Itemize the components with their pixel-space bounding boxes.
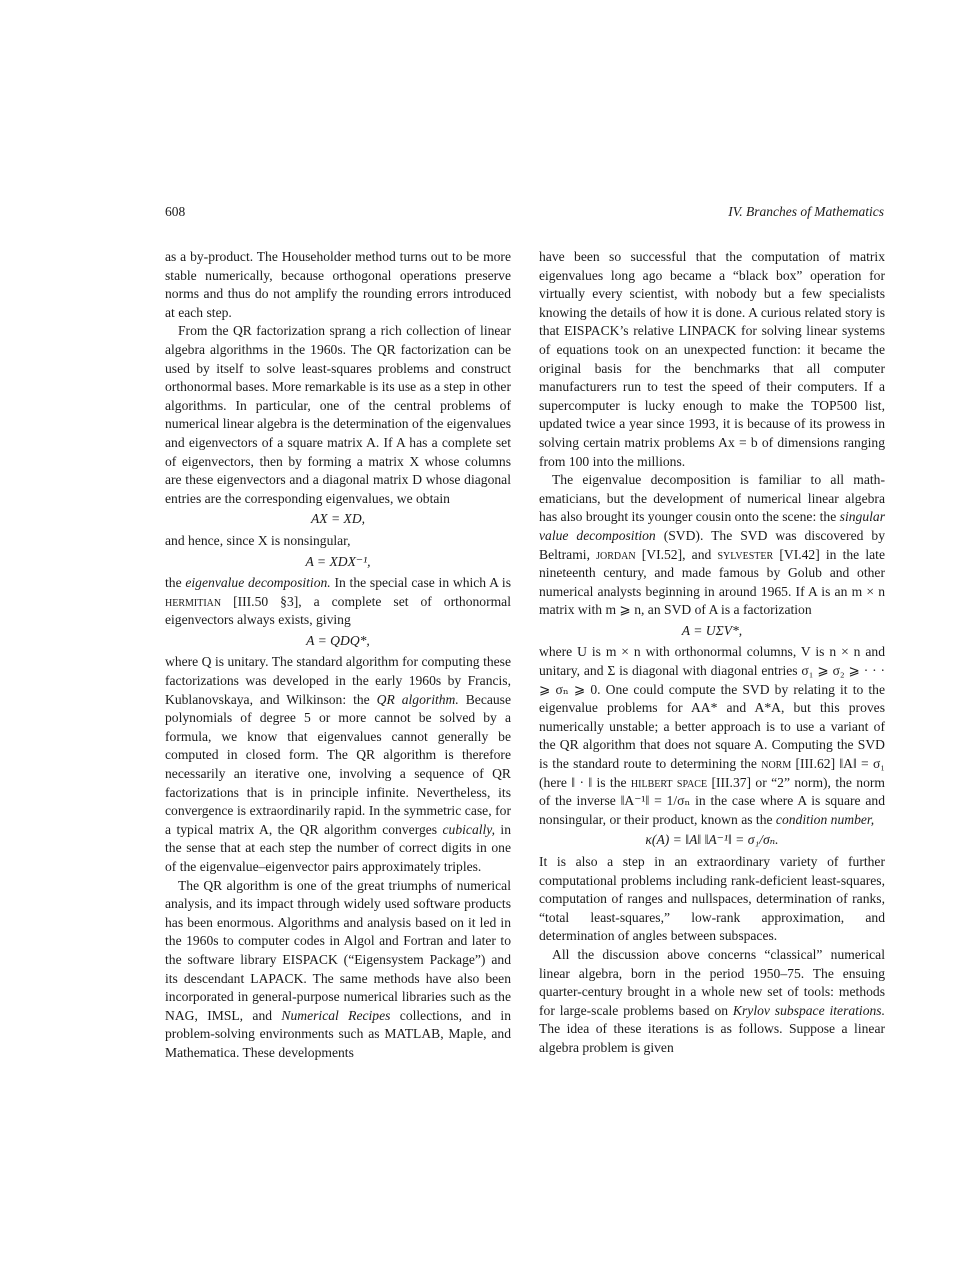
right-column — [539, 248, 885, 1058]
left-column — [165, 248, 511, 1063]
paragraph: as a by-product. The Householder method turns out to be more stable numerically, because orthogonal operations preserve norms and thus do not amplify the rounding errors introduced at each step. — [165, 249, 511, 320]
term: Krylov subspace iterations. — [732, 1002, 885, 1018]
paragraph: the eigenvalue decomposition. In the special case in which A is hermitian [III.50 §3], a complete set of orthonormal eigenvectors always exists, giving — [165, 575, 511, 628]
equation: A = UΣV*, — [681, 622, 743, 638]
paragraph: The eigenvalue decomposition is familiar to all mathematicians, but the development of numerical linear algebra has also brought its younger cousin onto the scene: the singular value decomposition (SVD). The SVD was discovered by Beltrami, jordan [VI.52], and sylvester [VI.42] in the late nineteenth century, and made famous by Golub and other numerical analysts beginning in around 1965. If A is an m × n matrix with m ⩾ n, an SVD of A is a factorization — [539, 472, 885, 618]
paragraph: From the QR factorization sprang a rich collection of linear algebra algorithms in the 1960s. The QR factorization can be used by itself to solve least-squares problems and construct orthonormal bases. More remarkable is its use as a step in other algorithms. In particular, one of the central problems of numerical linear algebra is the determination of the eigenvalues and eigenvectors of a square matrix A. If A has a complete set of eigenvectors, then by forming a matrix X whose columns are these eigenvectors and a diagonal matrix D whose diagonal entries are the corresponding eigenvalues, we obtain — [165, 323, 511, 506]
cross-reference: hilbert space — [630, 774, 708, 790]
running-head: IV. Branches of Mathematics — [728, 204, 884, 219]
paragraph: and hence, since X is nonsingular, — [165, 532, 351, 548]
term: QR algorithm. — [376, 691, 459, 707]
equation: κ(A) = ‖A‖ ‖A⁻¹‖ = σ₁/σₙ. — [645, 832, 779, 848]
paragraph: All the discussion above concerns “classical” numerical linear algebra, born in the period 1950–75. The ensuing quarter-century brought in a whole new set of tools: methods for large-scale problems based on Krylov subspace iterations. The idea of these iterations is as follows. Suppose a linear algebra problem is given — [539, 946, 885, 1055]
term: cubically, — [442, 821, 495, 837]
paragraph: have been so successful that the computation of matrix eigenvalues long ago became a “black box” operation for virtually every scientist, with nobody but a few specialists knowing the details of how it is done. A curious related story is that EISPACK’s relative LINPACK for solving linear systems of equations took on an unexpected function: it became the original basis for the benchmarks that all computer manufacturers run to test the speed of their computers. If a supercomputer is lucky enough to make the TOP500 list, updated twice a year since 1993, it is because of its prowess in solving certain matrix problems Ax = b of dimensions ranging from 100 into the millions. — [539, 249, 885, 469]
cross-reference: norm — [761, 756, 792, 772]
equation: A = QDQ*, — [306, 632, 370, 648]
page-number: 608 — [165, 204, 186, 219]
cross-reference: jordan — [596, 546, 636, 562]
cross-reference: sylvester — [717, 546, 774, 562]
cross-reference: hermitian — [165, 593, 222, 609]
term: eigenvalue decomposition. — [185, 575, 331, 591]
paragraph: It is also a step in an extraordinary variety of further computational problems including rank-deficient least-squares, computation of ranges and nullspaces, determination of ranks, “total least-squares,” low-rank approximation, and determination of angles between subspaces. — [539, 854, 885, 944]
paragraph: The QR algorithm is one of the great triumphs of numerical analysis, and its impact through widely used software products has been enormous. Algorithms and analysis based on it led in the 1960s to computer codes in Algol and Fortran and later to the software library EISPACK (“Eigensystem Package”) and its descendant LAPACK. The same methods have also been incorporated in general-purpose numerical libraries such as the NAG, IMSL, and Numerical Recipes collections, and in problem-solving environments such as MATLAB, Maple, and Mathematica. These developments — [165, 877, 511, 1060]
equation: AX = XD, — [310, 511, 366, 527]
paragraph: where Q is unitary. The standard algorithm for computing these factorizations was developed in the early 1960s by Francis, Kublanovskaya, and Wilkinson: the QR algorithm. Because polynomials of degree 5 or more cannot be solved by a formula, we know that eigenvalues cannot generally be computed in closed form. The QR algorithm is therefore necessarily an iterative one, involving a sequence of QR factorizations that is in principle infinite. Nevertheless, its convergence is extraordinarily rapid. In the symmetric case, for a typical matrix A, the QR algorithm converges cubically, in the sense that at each step the number of correct digits in one of the eigenvalue–eigenvector pairs approximately triples. — [165, 654, 512, 874]
term: condition number, — [775, 811, 875, 827]
term: singular value decomposition — [539, 509, 885, 543]
page-header — [165, 204, 884, 222]
paragraph: where U is m × n with orthonormal columns, V is n × n and unitary, and Σ is diagonal with diagonal entries σ₁ ⩾ σ₂ ⩾ · · · ⩾ σₙ ⩾ 0. One could compute the SVD by relating it to the eigenvalue problems for AA* and A*A, but this proves numerically unstable; a better approach is to use a variant of the QR algorithm that does not square A. Computing the SVD is the standard route to determining the norm [III.62] ‖A‖ = σ₁ (here ‖ · ‖ is the hilbert space [III.37] or “2” norm), the norm of the inverse ‖A⁻¹‖ = 1/σₙ in the case where A is square and nonsingular, or their product, known as the condition number, — [539, 644, 886, 827]
term: Numerical Recipes — [281, 1007, 391, 1023]
equation: A = XDX⁻¹, — [305, 553, 371, 569]
